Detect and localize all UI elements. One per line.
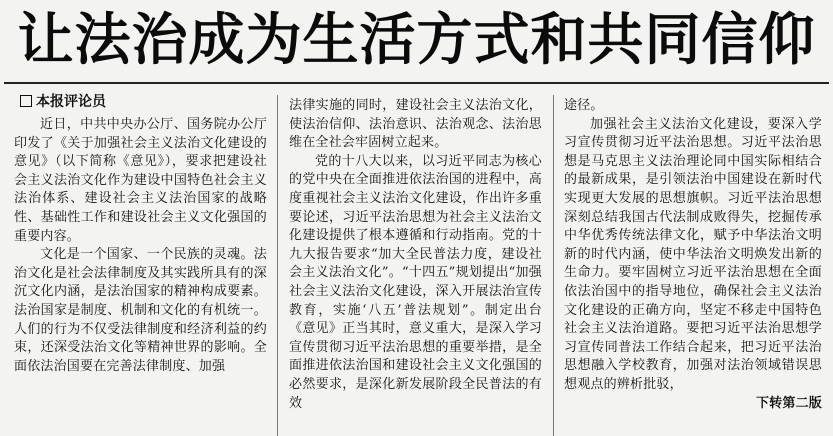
- paragraph: 近日，中共中央办公厅、国务院办公厅印发了《关于加强社会主义法治文化建设的意见》（以下简称《意见》），要求把建设社会主义法治文化作为建设中国特色社会主义法治体系、建设社会主义法治国家的战略性、基础性工作和建设社会主义文化强国的重要内容。: [14, 117, 267, 244]
- article-column-1: [14, 116, 267, 436]
- article-column-3: [564, 97, 822, 436]
- headline: 让法治成为生活方式和共同信仰: [17, 8, 816, 73]
- paragraph: 党的十八大以来，以习近平同志为核心的党中央在全面推进依法治国的进程中，高度重视社会主义法治文化建设，作出许多重要论述，习近平法治思想为社会主义法治文化建设提供了根本遵循和行动指南。党的十九大报告要求“加大全民普法力度，建设社会主义法治文化”。“十四五”规划提出“加强社会主义法治文化建设，深入开展法治宣传教育，实施‘八五’普法规划”。制定出台《意见》正当其时，意义重大，是深入学习宣传贯彻习近平法治思想的重要举措，是全面推进依法治国和建设社会主义文化强国的必然要求，是深化新发展阶段全民普法的有效: [289, 153, 542, 411]
- headline-rule: [4, 82, 829, 84]
- paragraph: 法律实施的同时，建设社会主义法治文化，使法治信仰、法治意识、法治观念、法治思维在全社会牢固树立起来。: [289, 98, 542, 151]
- byline: [20, 93, 106, 111]
- byline-text: 本报评论员: [36, 94, 106, 110]
- paragraph: 途径。: [564, 98, 604, 113]
- column-divider-2: [553, 95, 554, 436]
- continued-on-page-label: 下转第二版: [755, 395, 822, 411]
- byline-box-icon: [20, 95, 32, 107]
- paragraph: 文化是一个国家、一个民族的灵魂。法治文化是社会法律制度及其实践所具有的深沉文化内涵，是法治国家的精神构成要素。法治国家是制度、机制和文化的有机统一。人们的行为不仅受法律制度和经济利益的约束，还深受法治文化等精神世界的影响。全面依法治国要在完善法律制度、加强: [14, 247, 267, 374]
- column-divider-1: [277, 95, 278, 436]
- article-column-2: [289, 97, 542, 436]
- paragraph: 加强社会主义法治文化建设，要深入学习宣传贯彻习近平法治思想。习近平法治思想是马克思主义法治理论同中国实际相结合的最新成果，是引领法治中国建设在新时代实现更大发展的思想旗帜。习近平法治思想深刻总结我国古代法制成败得失，挖掘传承中华优秀传统法律文化，赋予中华法治文明新的时代内涵，使中华法治文明焕发出新的生命力。要牢固树立习近平法治思想在全面依法治国中的指导地位，确保社会主义法治文化建设的正确方向，坚定不移走中国特色社会主义法治道路。要把习近平法治思想学习宣传同普法工作结合起来，把习近平法治思想融入学校教育，加强对法治领域错误思想观点的辨析批驳，: [564, 116, 822, 392]
